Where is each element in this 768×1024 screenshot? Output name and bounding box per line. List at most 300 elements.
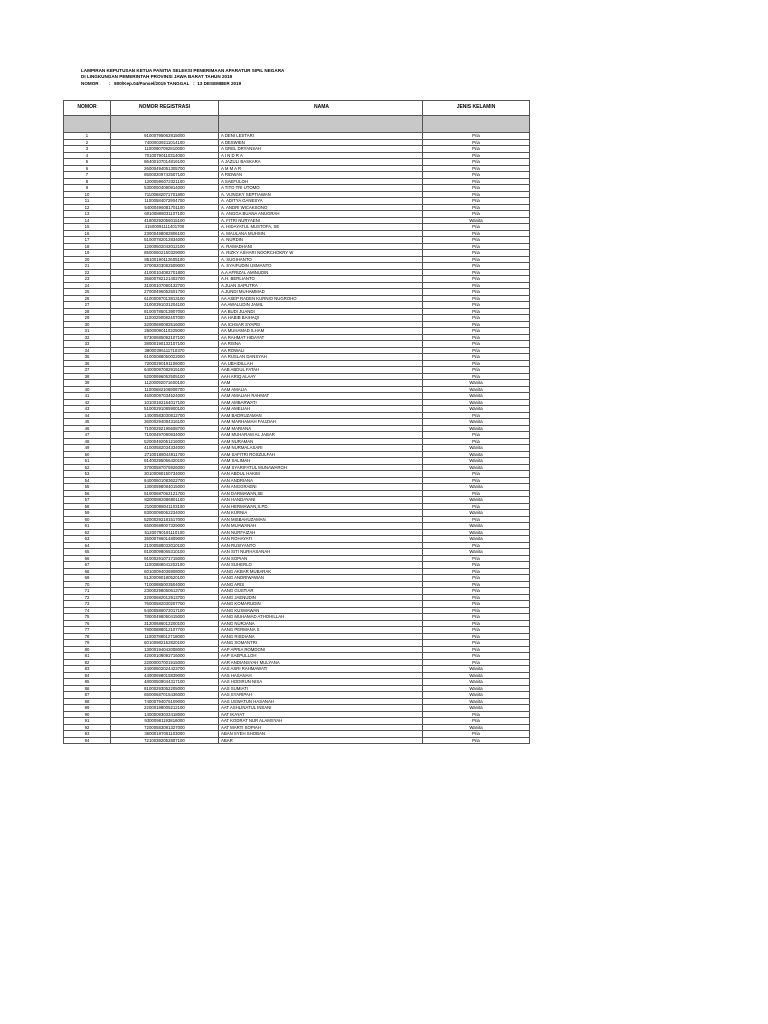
cell-registrasi: 81000785013907000: [111, 308, 219, 315]
cell-nomor: 68: [64, 568, 111, 575]
cell-jenis-kelamin: Pria: [423, 477, 530, 484]
document-header: [81, 68, 284, 87]
cell-jenis-kelamin: Pria: [423, 620, 530, 627]
cell-nomor: 59: [64, 510, 111, 517]
cell-nama: AAN RUSIYANTO: [219, 542, 423, 549]
cell-nama: AAM NURAMAN: [219, 438, 423, 445]
cell-nomor: 72: [64, 594, 111, 601]
cell-registrasi: 27100188044911700: [111, 451, 219, 458]
cell-nama: AAM: [219, 380, 423, 387]
cell-registrasi: 35600782121402700: [111, 276, 219, 283]
cell-registrasi: 60100982152820100: [111, 640, 219, 647]
cell-jenis-kelamin: Wanita: [423, 666, 530, 673]
cell-jenis-kelamin: Wanita: [423, 672, 530, 679]
cell-nomor: 40: [64, 386, 111, 393]
cell-jenis-kelamin: Pria: [423, 373, 530, 380]
cell-jenis-kelamin: Pria: [423, 263, 530, 270]
cell-jenis-kelamin: Pria: [423, 601, 530, 608]
cell-nama: AA RISNA: [219, 341, 423, 348]
cell-nama: AAS SYARIPAH: [219, 692, 423, 699]
cell-registrasi: 12000596072321100: [111, 178, 219, 185]
cell-registrasi: 44000698015839000: [111, 672, 219, 679]
cell-nama: AAR ANDIANSYAH MULYANA: [219, 659, 423, 666]
cell-nama: A. VIJNGKY SEPTIAWAN: [219, 191, 423, 198]
cell-jenis-kelamin: Pria: [423, 594, 530, 601]
cell-nama: AA AWALUDIN JAMIL: [219, 302, 423, 309]
cell-nomor: 69: [64, 575, 111, 582]
cell-nama: AAT KODRAT NUR ALAMSYAH: [219, 718, 423, 725]
cell-jenis-kelamin: Pria: [423, 575, 530, 582]
cell-registrasi: 85000209742507100: [111, 172, 219, 179]
table-body: [64, 133, 530, 744]
cell-registrasi: 52000492051216000: [111, 438, 219, 445]
cell-nama: AA ROWALI: [219, 347, 423, 354]
cell-nomor: 49: [64, 445, 111, 452]
cell-nomor: 37: [64, 367, 111, 374]
cell-nomor: 57: [64, 497, 111, 504]
cell-registrasi: 10100192164017100: [111, 399, 219, 406]
cell-registrasi: 91000291071715000: [111, 555, 219, 562]
cell-registrasi: 61000088050022000: [111, 354, 219, 361]
cell-jenis-kelamin: Pria: [423, 614, 530, 621]
cell-registrasi: 35000786014809000: [111, 536, 219, 543]
cell-nama: AAP SAEPULLOH: [219, 653, 423, 660]
table-gray-band: [64, 116, 530, 133]
cell-jenis-kelamin: Pria: [423, 711, 530, 718]
cell-nama: AAN SITI NURHASANAH: [219, 549, 423, 556]
cell-jenis-kelamin: Pria: [423, 185, 530, 192]
cell-jenis-kelamin: Pria: [423, 256, 530, 263]
cell-jenis-kelamin: Pria: [423, 360, 530, 367]
cell-nama: A SAEFULOH: [219, 178, 423, 185]
cell-nomor: 26: [64, 295, 111, 302]
cell-nama: AANG NURJANA: [219, 620, 423, 627]
cell-nama: AAT MARTI SOPIAH: [219, 724, 423, 731]
cell-registrasi: 27000496052501700: [111, 289, 219, 296]
col-header-nama: NAMA: [219, 101, 423, 116]
header-nomor-value: : 800/Kep.04/Pansel/2019 TANGGAL : 13 DESEMBER 2019: [108, 80, 242, 86]
cell-nomor: 13: [64, 211, 111, 218]
cell-jenis-kelamin: Pria: [423, 321, 530, 328]
cell-registrasi: 41000104082701800: [111, 269, 219, 276]
cell-nama: AA MUHAMAD ILHAM: [219, 328, 423, 335]
col-header-registrasi: NOMOR REGISTRASI: [111, 101, 219, 116]
cell-nomor: 5: [64, 159, 111, 166]
header-line-3: [81, 81, 284, 87]
cell-registrasi: 71000885003504000: [111, 581, 219, 588]
cell-nomor: 4: [64, 152, 111, 159]
cell-nomor: 54: [64, 477, 111, 484]
cell-jenis-kelamin: Pria: [423, 341, 530, 348]
cell-jenis-kelamin: Wanita: [423, 549, 530, 556]
gray-cell: [64, 116, 111, 133]
cell-jenis-kelamin: Pria: [423, 347, 530, 354]
cell-registrasi: 71000292195608700: [111, 425, 219, 432]
cell-registrasi: 93000981193816000: [111, 718, 219, 725]
cell-jenis-kelamin: Pria: [423, 328, 530, 335]
cell-registrasi: 52000696052505100: [111, 373, 219, 380]
cell-nama: AAM SYARIFATUL MUNAWAROH: [219, 464, 423, 471]
cell-jenis-kelamin: Pria: [423, 295, 530, 302]
cell-registrasi: 22000198005212100: [111, 705, 219, 712]
cell-nomor: 65: [64, 549, 111, 556]
cell-jenis-kelamin: Wanita: [423, 529, 530, 536]
cell-nomor: 43: [64, 406, 111, 413]
cell-nama: A TITO TRI UTOMO: [219, 185, 423, 192]
gray-cell: [423, 116, 530, 133]
cell-nama: AAN NURFAIZAH: [219, 529, 423, 536]
cell-registrasi: 21000588032010100: [111, 542, 219, 549]
cell-nomor: 25: [64, 289, 111, 296]
cell-jenis-kelamin: Pria: [423, 367, 530, 374]
cell-jenis-kelamin: Pria: [423, 659, 530, 666]
cell-registrasi: 13000194042008000: [111, 646, 219, 653]
cell-nama: AAN ANDRIANA: [219, 477, 423, 484]
cell-jenis-kelamin: Pria: [423, 159, 530, 166]
cell-nama: AAM MUHARAM AL JABAR: [219, 432, 423, 439]
cell-nomor: 2: [64, 139, 111, 146]
cell-nomor: 35: [64, 354, 111, 361]
cell-nomor: 15: [64, 224, 111, 231]
cell-nama: AA RUSLAN DANSYAH: [219, 354, 423, 361]
cell-nomor: 45: [64, 419, 111, 426]
cell-jenis-kelamin: Wanita: [423, 399, 530, 406]
cell-nomor: 90: [64, 711, 111, 718]
cell-nomor: 91: [64, 718, 111, 725]
cell-nomor: 74: [64, 607, 111, 614]
cell-registrasi: 11000907092810000: [111, 146, 219, 153]
cell-nama: AAS HODIRUN NISA: [219, 679, 423, 686]
cell-jenis-kelamin: Pria: [423, 562, 530, 569]
cell-jenis-kelamin: Pria: [423, 139, 530, 146]
gray-cell: [219, 116, 423, 133]
cell-registrasi: 41800292056015100: [111, 217, 219, 224]
cell-nomor: 47: [64, 432, 111, 439]
cell-jenis-kelamin: Pria: [423, 269, 530, 276]
cell-nomor: 6: [64, 165, 111, 172]
cell-jenis-kelamin: Wanita: [423, 445, 530, 452]
cell-jenis-kelamin: Pria: [423, 588, 530, 595]
cell-nomor: 71: [64, 588, 111, 595]
cell-jenis-kelamin: Pria: [423, 237, 530, 244]
cell-registrasi: 52000292181517000: [111, 516, 219, 523]
cell-nama: A. ADITYA GANESYA: [219, 198, 423, 205]
cell-nomor: 70: [64, 581, 111, 588]
cell-nama: AAS ASRI RAHMAWATI: [219, 666, 423, 673]
cell-nomor: 88: [64, 698, 111, 705]
cell-nama: A. SYAIFUDIN USMANTO: [219, 263, 423, 270]
cell-jenis-kelamin: Pria: [423, 230, 530, 237]
cell-registrasi: 13000598084015000: [111, 484, 219, 491]
cell-registrasi: 87300685092107100: [111, 334, 219, 341]
cell-nomor: 12: [64, 204, 111, 211]
cell-registrasi: 32000690082516000: [111, 321, 219, 328]
cell-nomor: 75: [64, 614, 111, 621]
cell-nama: AAN HANDAYANI: [219, 497, 423, 504]
cell-nomor: 38: [64, 373, 111, 380]
cell-nama: A. NURDIN: [219, 237, 423, 244]
cell-nomor: 10: [64, 191, 111, 198]
cell-nama: AA ASEP RADEN KURNIO NUGROHO: [219, 295, 423, 302]
cell-jenis-kelamin: Wanita: [423, 679, 530, 686]
cell-nomor: 51: [64, 458, 111, 465]
cell-registrasi: 38000190132107100: [111, 341, 219, 348]
cell-jenis-kelamin: Pria: [423, 542, 530, 549]
cell-jenis-kelamin: Pria: [423, 490, 530, 497]
cell-jenis-kelamin: Wanita: [423, 217, 530, 224]
cell-jenis-kelamin: Pria: [423, 146, 530, 153]
cell-registrasi: 64000601083622700: [111, 477, 219, 484]
cell-nomor: 58: [64, 503, 111, 510]
cell-nomor: 66: [64, 555, 111, 562]
cell-registrasi: 36000294084316100: [111, 419, 219, 426]
cell-nama: A GREL DRYANSAH: [219, 146, 423, 153]
cell-jenis-kelamin: Pria: [423, 354, 530, 361]
cell-registrasi: 65000687015436000: [111, 692, 219, 699]
cell-nama: AAH ARIQ ALAAY: [219, 373, 423, 380]
cell-jenis-kelamin: Wanita: [423, 458, 530, 465]
cell-jenis-kelamin: Pria: [423, 308, 530, 315]
cell-nomor: 92: [64, 724, 111, 731]
cell-jenis-kelamin: Pria: [423, 165, 530, 172]
cell-nama: AAB ABDUL FATAH: [219, 367, 423, 374]
cell-jenis-kelamin: Pria: [423, 653, 530, 660]
cell-registrasi: 31000107080132700: [111, 282, 219, 289]
cell-nomor: 81: [64, 653, 111, 660]
cell-nama: AANG ARIS: [219, 581, 423, 588]
cell-nomor: 24: [64, 282, 111, 289]
cell-registrasi: 11000788012718000: [111, 633, 219, 640]
cell-nomor: 19: [64, 250, 111, 257]
cell-registrasi: 21000098041103100: [111, 503, 219, 510]
cell-registrasi: 21000391031204100: [111, 302, 219, 309]
cell-nama: AANG RISDIANA: [219, 633, 423, 640]
cell-jenis-kelamin: Pria: [423, 152, 530, 159]
cell-nomor: 33: [64, 341, 111, 348]
cell-nama: AAT IKAYAT: [219, 711, 423, 718]
cell-jenis-kelamin: Pria: [423, 438, 530, 445]
cell-jenis-kelamin: Pria: [423, 731, 530, 738]
cell-nama: AAM MARHAMAH FAUZIAH: [219, 419, 423, 426]
cell-nomor: 21: [64, 263, 111, 270]
cell-nama: AA RAHMAT HIDAYAT: [219, 334, 423, 341]
cell-nama: A. MAULANA MUHSIN: [219, 230, 423, 237]
cell-nama: A.H. BERLIANTO: [219, 276, 423, 283]
cell-registrasi: 51000782012834000: [111, 237, 219, 244]
cell-nomor: 8: [64, 178, 111, 185]
cell-jenis-kelamin: Pria: [423, 224, 530, 231]
cell-registrasi: 85100190112605100: [111, 256, 219, 263]
cell-nomor: 22: [64, 269, 111, 276]
cell-registrasi: 71000497080834000: [111, 432, 219, 439]
cell-registrasi: 61000097013813100: [111, 295, 219, 302]
cell-nama: A RIDWAN: [219, 172, 423, 179]
cell-jenis-kelamin: Pria: [423, 412, 530, 419]
cell-nama: A.JUAN SAPUTRA: [219, 282, 423, 289]
cell-nomor: 53: [64, 471, 111, 478]
cell-nama: AAM AMELIAH: [219, 406, 423, 413]
cell-registrasi: 71100682071701800: [111, 191, 219, 198]
cell-nomor: 1: [64, 133, 111, 140]
cell-nama: AAS SUMIATI: [219, 685, 423, 692]
cell-nama: AAM MARIANA: [219, 425, 423, 432]
cell-nama: AAM AMALIAH RAHMAT: [219, 393, 423, 400]
cell-jenis-kelamin: Wanita: [423, 393, 530, 400]
cell-registrasi: 31200686012200100: [111, 620, 219, 627]
cell-registrasi: 22000682012913700: [111, 594, 219, 601]
cell-nomor: 14: [64, 217, 111, 224]
cell-nomor: 94: [64, 737, 111, 744]
cell-nomor: 84: [64, 672, 111, 679]
cell-nomor: 78: [64, 633, 111, 640]
cell-registrasi: 91000795062815000: [111, 133, 219, 140]
cell-nama: A.JUNDI MUHAMMAD: [219, 289, 423, 296]
cell-nomor: 29: [64, 315, 111, 322]
cell-registrasi: 11000888041202100: [111, 562, 219, 569]
cell-registrasi: 26000494051305700: [111, 165, 219, 172]
cell-registrasi: 11000290082407000: [111, 315, 219, 322]
cell-jenis-kelamin: Pria: [423, 555, 530, 562]
cell-registrasi: 54000586072017100: [111, 607, 219, 614]
cell-nama: AANG PERMANA S: [219, 627, 423, 634]
cell-jenis-kelamin: Pria: [423, 607, 530, 614]
cell-jenis-kelamin: Pria: [423, 191, 530, 198]
cell-jenis-kelamin: Wanita: [423, 386, 530, 393]
cell-nomor: 41: [64, 393, 111, 400]
cell-jenis-kelamin: Wanita: [423, 698, 530, 705]
cell-jenis-kelamin: Pria: [423, 289, 530, 296]
cell-nomor: 93: [64, 731, 111, 738]
cell-nama: AAN MUAWANAH: [219, 523, 423, 530]
cell-registrasi: 12000502042012100: [111, 243, 219, 250]
cell-nomor: 50: [64, 451, 111, 458]
cell-nomor: 82: [64, 659, 111, 666]
cell-nama: AANG KOMARUDIN: [219, 601, 423, 608]
cell-nomor: 67: [64, 562, 111, 569]
cell-nomor: 60: [64, 516, 111, 523]
cell-nama: A M M A R: [219, 165, 423, 172]
cell-registrasi: 53000504080814000: [111, 185, 219, 192]
header-line-1: LAMPIRAN KEPUTUSAN KETUA PANITIA SELEKSI PENERIMAAN APARATUR SIPIL NEGARA: [81, 68, 285, 73]
cell-nama: AAS USWATUN HASANAH: [219, 698, 423, 705]
cell-registrasi: 83000090062234000: [111, 510, 219, 517]
cell-nomor: 73: [64, 601, 111, 608]
cell-registrasi: 37000587075926000: [111, 464, 219, 471]
cell-registrasi: 72000290191106000: [111, 360, 219, 367]
cell-jenis-kelamin: Wanita: [423, 419, 530, 426]
cell-registrasi: 74000039211014100: [111, 139, 219, 146]
cell-nomor: 55: [64, 484, 111, 491]
cell-registrasi: 46000097034524000: [111, 393, 219, 400]
cell-nomor: 36: [64, 360, 111, 367]
cell-registrasi: 11200092071600100: [111, 380, 219, 387]
cell-nama: AA BUDI JUANDI: [219, 308, 423, 315]
cell-nama: AA HABIB BAIHAQI: [219, 315, 423, 322]
cell-registrasi: 78000498050415000: [111, 614, 219, 621]
cell-registrasi: 14000093032418000: [111, 711, 219, 718]
cell-jenis-kelamin: Wanita: [423, 685, 530, 692]
cell-nomor: 56: [64, 490, 111, 497]
cell-registrasi: 23000298050613700: [111, 588, 219, 595]
cell-jenis-kelamin: Pria: [423, 503, 530, 510]
cell-registrasi: 86400107014816100: [111, 159, 219, 166]
cell-nomor: 83: [64, 666, 111, 673]
cell-jenis-kelamin: Pria: [423, 204, 530, 211]
cell-nomor: 9: [64, 185, 111, 192]
table-row: [64, 737, 530, 744]
cell-nomor: 20: [64, 256, 111, 263]
cell-jenis-kelamin: Pria: [423, 516, 530, 523]
cell-nama: AA UBAIDILLAH: [219, 360, 423, 367]
cell-jenis-kelamin: Pria: [423, 133, 530, 140]
cell-jenis-kelamin: Pria: [423, 178, 530, 185]
cell-jenis-kelamin: Pria: [423, 172, 530, 179]
cell-registrasi: 41000582034334000: [111, 445, 219, 452]
cell-registrasi: 30100090150734000: [111, 471, 219, 478]
cell-nama: AAM BADRUZAMAN: [219, 412, 423, 419]
cell-registrasi: 60100888031107100: [111, 211, 219, 218]
table-header-row: [64, 101, 530, 116]
cell-nama: AANG KUSMAWAN: [219, 607, 423, 614]
cell-nama: AAN DARMAWAN,SE: [219, 490, 423, 497]
cell-registrasi: 82000882086801100: [111, 497, 219, 504]
cell-nama: A. SUGIHANTO: [219, 256, 423, 263]
cell-jenis-kelamin: Pria: [423, 633, 530, 640]
cell-registrasi: 60100094036908000: [111, 568, 219, 575]
cell-nomor: 89: [64, 705, 111, 712]
cell-nama: A. RAMADHANI: [219, 243, 423, 250]
cell-nomor: 32: [64, 334, 111, 341]
cell-nama: A DESWIEN: [219, 139, 423, 146]
cell-nama: AAN ANGGRAENI: [219, 484, 423, 491]
cell-jenis-kelamin: Pria: [423, 302, 530, 309]
cell-registrasi: 41500091111401700: [111, 224, 219, 231]
cell-nomor: 7: [64, 172, 111, 179]
cell-nomor: 31: [64, 328, 111, 335]
participant-table: [63, 100, 530, 744]
cell-nama: AAN SOPIAN: [219, 555, 423, 562]
cell-nama: AANG JAENUDIN: [219, 594, 423, 601]
cell-registrasi: 36000197051103000: [111, 731, 219, 738]
cell-nama: AAM NURMALASARI: [219, 445, 423, 452]
cell-nomor: 52: [64, 464, 111, 471]
cell-registrasi: 85000602150329000: [111, 250, 219, 257]
cell-nama: AAM AMBARWATI: [219, 399, 423, 406]
cell-nomor: 76: [64, 620, 111, 627]
cell-jenis-kelamin: Pria: [423, 250, 530, 257]
cell-registrasi: 48000509044317100: [111, 679, 219, 686]
header-nomor-label: NOMOR: [81, 80, 99, 86]
cell-nama: AAN SUHERLO: [219, 562, 423, 569]
cell-nama: AAM SALIMAH: [219, 458, 423, 465]
cell-nama: AAT ASHLINATUL INSANI: [219, 705, 423, 712]
cell-nomor: 64: [64, 542, 111, 549]
cell-nama: A. ANDRI WICAKSONO: [219, 204, 423, 211]
cell-registrasi: 72000583081327000: [111, 724, 219, 731]
cell-nomor: 42: [64, 399, 111, 406]
col-header-jenis-kelamin: JENIS KELAMIN: [423, 101, 530, 116]
cell-registrasi: 23000498082806100: [111, 230, 219, 237]
cell-nomor: 28: [64, 308, 111, 315]
cell-nomor: 11: [64, 198, 111, 205]
cell-registrasi: 76000582030207700: [111, 601, 219, 608]
cell-jenis-kelamin: Pria: [423, 243, 530, 250]
cell-registrasi: 65000698007329000: [111, 523, 219, 530]
cell-registrasi: 11000584072904700: [111, 198, 219, 205]
cell-registrasi: 64000097082915100: [111, 367, 219, 374]
cell-nama: AANG MUHAMAD ATHOHILLAH: [219, 614, 423, 621]
cell-nama: ABAN SYEH SHOBAN: [219, 731, 423, 738]
